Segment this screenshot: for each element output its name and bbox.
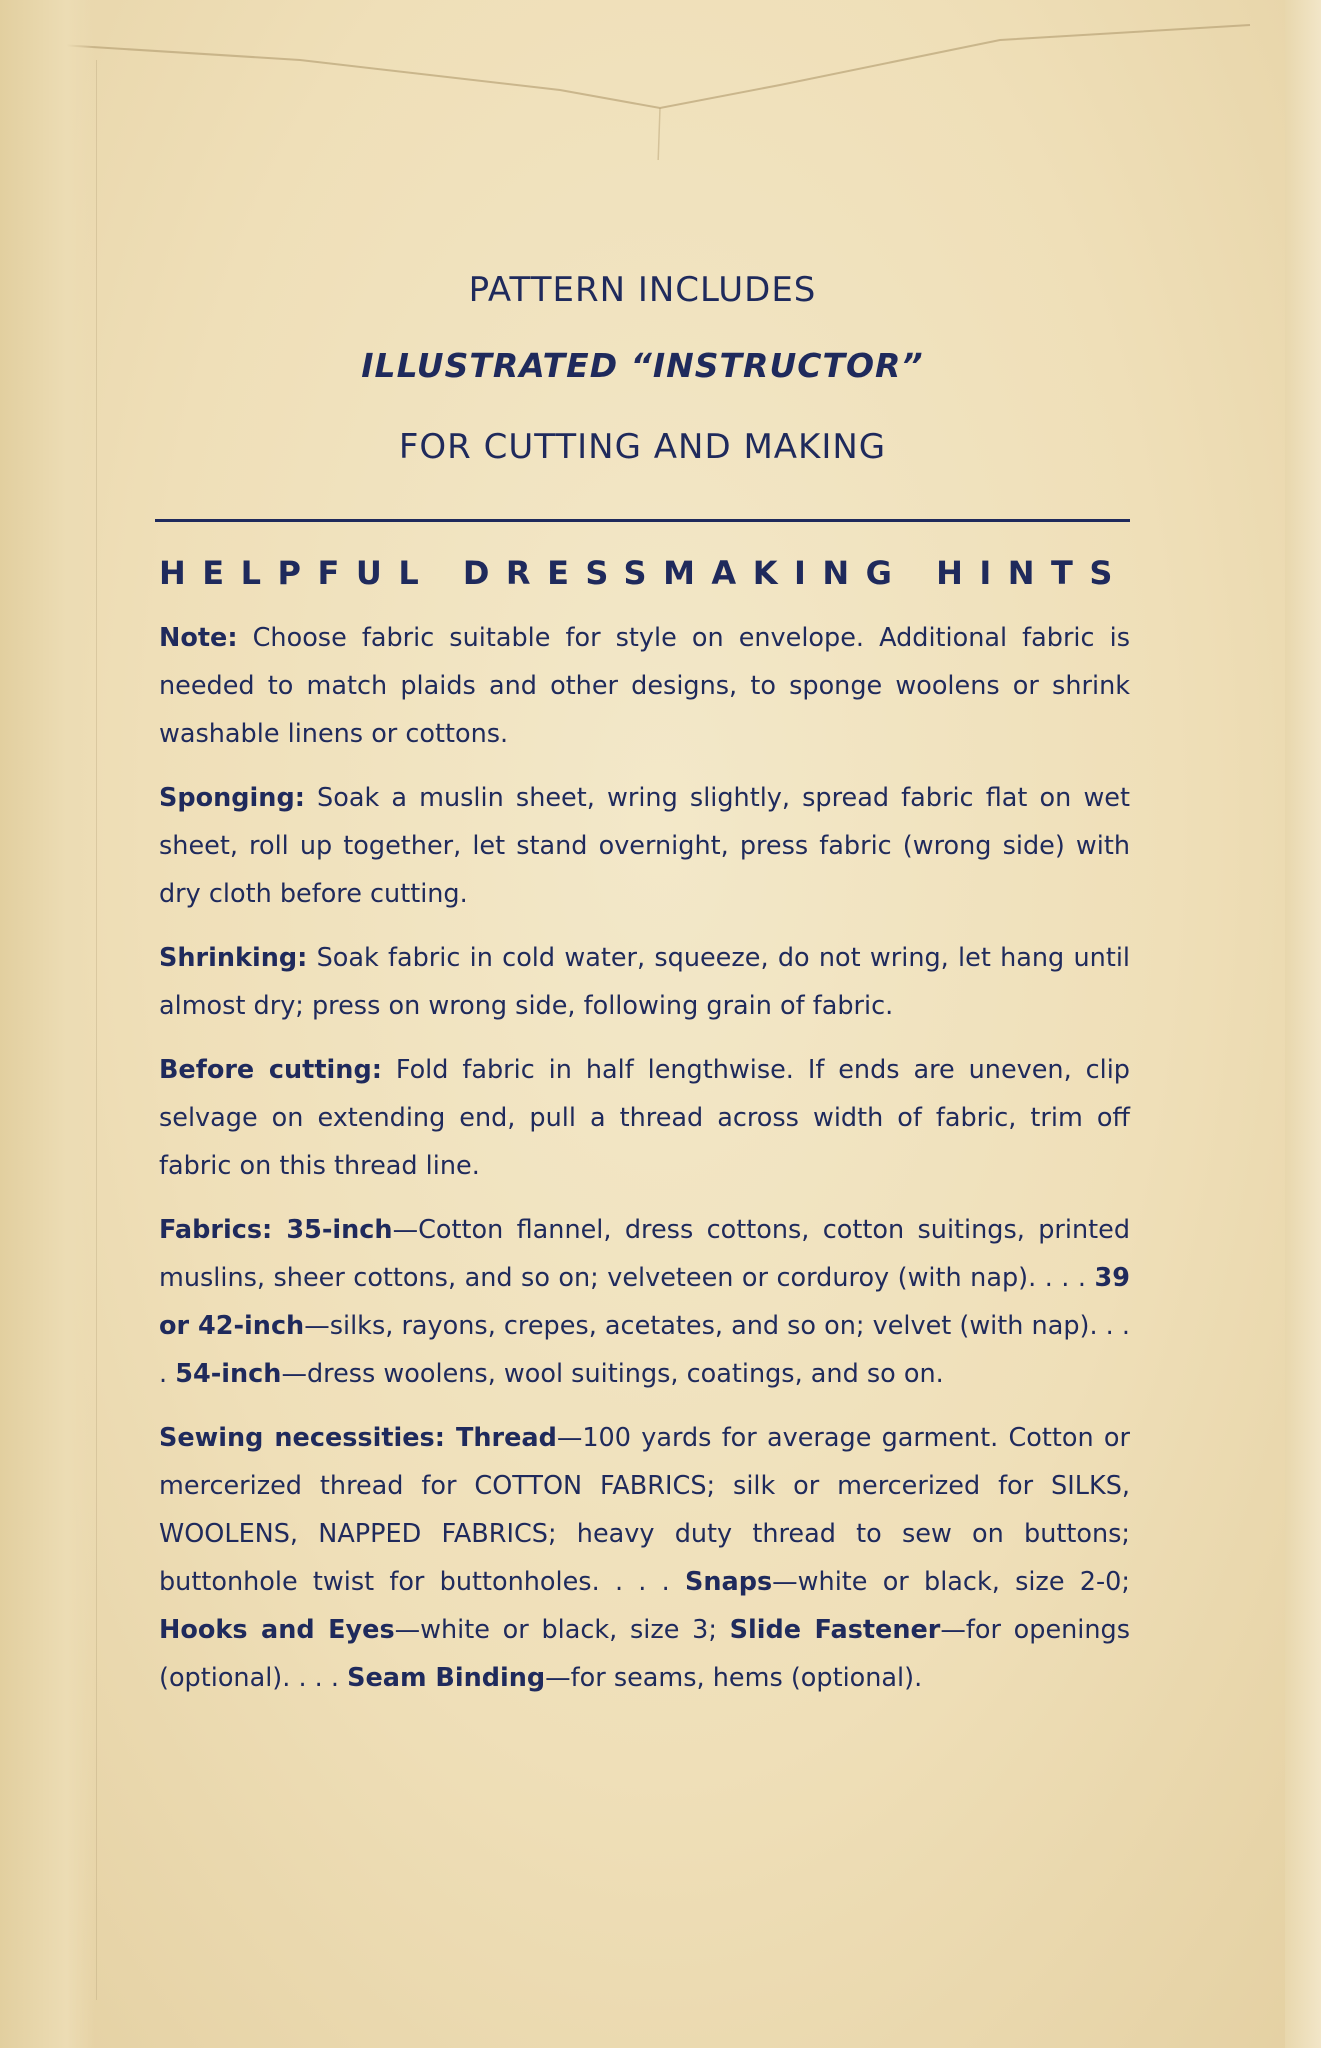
hint-fabrics-label-2: 39 or 42-inch xyxy=(159,1263,1130,1341)
hint-sewing-necessities xyxy=(159,1414,1130,1702)
hint-fabrics-label: Fabrics: 35-inch xyxy=(159,1215,393,1245)
header-line-1: PATTERN INCLUDES xyxy=(468,270,817,310)
hint-fabrics-text-3: —dress woolens, wool suitings, coatings, and so on. xyxy=(281,1359,944,1389)
hint-note-label: Note: xyxy=(159,623,238,653)
printed-content xyxy=(155,270,1130,1718)
hint-sewing-text-4: —for openings (optional). . . . xyxy=(159,1615,1131,1693)
hint-note-text: Choose fabric suitable for style on envelope. Additional fabric is needed to match plaids and other designs, to sponge woolens or shrink washable linens or cottons. xyxy=(159,623,1130,749)
divider-rule xyxy=(155,519,1130,522)
envelope-left-edge xyxy=(0,0,95,2048)
hint-before-cutting xyxy=(159,1046,1130,1190)
hint-shrinking xyxy=(159,934,1130,1030)
hint-note xyxy=(159,614,1130,758)
hint-sewing-text-5: —for seams, hems (optional). xyxy=(545,1663,923,1693)
envelope-seam xyxy=(96,60,97,2000)
envelope-flap xyxy=(0,0,1321,160)
hint-shrinking-label: Shrinking: xyxy=(159,943,308,973)
hint-sponging-label: Sponging: xyxy=(159,783,305,813)
hint-shrinking-text: Soak fabric in cold water, squeeze, do not wring, let hang until almost dry; press on wrong side, following grain of fabric. xyxy=(159,943,1130,1021)
hint-fabrics-text-1: —Cotton flannel, dress cottons, cotton suitings, printed muslins, sheer cottons, and so on; velveteen or corduroy (with nap). . . . xyxy=(159,1215,1131,1293)
hint-sponging-text: Soak a muslin sheet, wring slightly, spread fabric flat on wet sheet, roll up together, let stand overnight, press fabric (wrong side) with dry cloth before cutting. xyxy=(159,783,1130,909)
envelope-right-edge xyxy=(1285,0,1321,2048)
hint-fabrics xyxy=(159,1206,1130,1398)
flap-fold-line xyxy=(60,25,1250,108)
hint-sewing-label: Sewing necessities: Thread xyxy=(159,1423,557,1453)
hint-sewing-label-4: Slide Fastener xyxy=(729,1615,941,1645)
header-line-2: ILLUSTRATED “INSTRUCTOR” xyxy=(361,346,924,385)
hint-fabrics-label-3: 54-inch xyxy=(175,1359,282,1389)
hint-sewing-text-3: —white or black, size 3; xyxy=(394,1615,730,1645)
hint-before-cutting-label: Before cutting: xyxy=(159,1055,382,1085)
hint-sewing-label-2: Snaps xyxy=(685,1567,773,1597)
hint-sewing-text-1: —100 yards for average garment. Cotton or mercerized thread for COTTON FABRICS; silk or mercerized for SILKS, WOOLENS, NAPPED FABRICS; heavy duty thread to sew on buttons; buttonhole twist for buttonholes. . . . xyxy=(159,1423,1130,1597)
hint-sewing-label-3: Hooks and Eyes xyxy=(159,1615,395,1645)
flap-crease xyxy=(658,108,660,160)
hint-sewing-label-5: Seam Binding xyxy=(347,1663,546,1693)
header-line-3: FOR CUTTING AND MAKING xyxy=(398,427,887,467)
hint-sewing-text-2: —white or black, size 2-0; xyxy=(772,1567,1130,1597)
pattern-header xyxy=(155,270,1130,467)
hint-sponging xyxy=(159,774,1130,918)
hint-before-cutting-text: Fold fabric in half lengthwise. If ends are uneven, clip selvage on extending end, pull a thread across width of fabric, trim off fabric on this thread line. xyxy=(159,1055,1130,1181)
hint-fabrics-text-2: —silks, rayons, crepes, acetates, and so on; velvet (with nap). . . . xyxy=(159,1311,1130,1389)
hints-title: HELPFUL DRESSMAKING HINTS xyxy=(159,554,1129,592)
